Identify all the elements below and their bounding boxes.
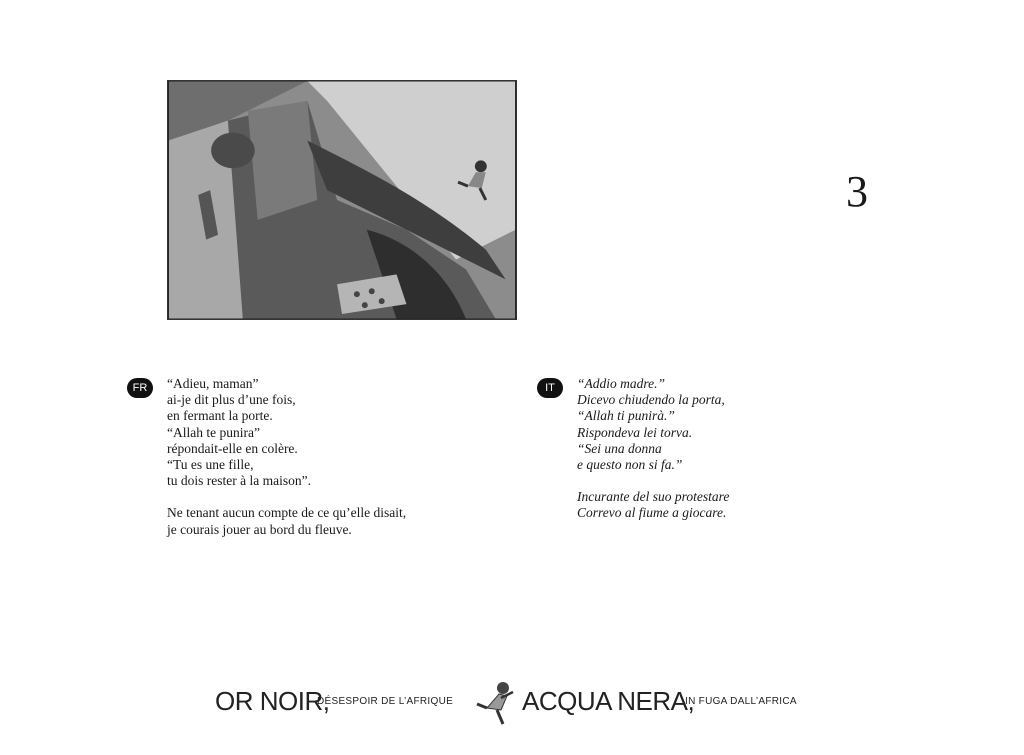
text-line: Incurante del suo protestare [577, 489, 730, 505]
footer-title-it: ACQUA NERA, [522, 686, 695, 716]
running-child-icon [473, 680, 517, 726]
text-line: “Sei una donna [577, 440, 662, 456]
text-line: tu dois rester à la maison”. [167, 473, 311, 489]
language-badge-fr: FR [127, 378, 153, 398]
footer-title [215, 676, 815, 726]
text-line: “Allah ti punirà.” [577, 408, 675, 424]
text-line: e questo non si fa.” [577, 457, 683, 473]
text-line: “Addio madre.” [577, 376, 666, 391]
french-stanza-2 [167, 505, 406, 537]
footer-subtitle-fr: DÉSESPOIR DE L’AFRIQUE [317, 696, 454, 707]
footer-title-fr: OR NOIR, [215, 686, 330, 716]
text-line: “Adieu, maman” [167, 376, 259, 391]
text-line: je courais jouer au bord du fleuve. [167, 521, 352, 537]
french-stanza-1 [167, 376, 406, 489]
page-number: 3 [846, 167, 868, 216]
language-badge-it: IT [537, 378, 563, 398]
illustration-artwork [168, 81, 516, 319]
text-line: “Tu es une fille, [167, 457, 254, 473]
text-line: ai-je dit plus d’une fois, [167, 392, 296, 408]
footer-subtitle-it: IN FUGA DALL’AFRICA [685, 696, 797, 707]
text-line: Correvo al fiume a giocare. [577, 505, 727, 521]
page-illustration [167, 80, 517, 320]
text-line: en fermant la porte. [167, 408, 273, 424]
italian-text [577, 376, 729, 538]
text-line: Rispondeva lei torva. [577, 424, 693, 440]
text-line: “Allah te punira” [167, 424, 260, 440]
text-line: Ne tenant aucun compte de ce qu’elle disait, [167, 505, 407, 521]
french-text [167, 376, 406, 554]
italian-stanza-2 [577, 489, 729, 521]
italian-stanza-1 [577, 376, 729, 473]
text-line: répondait-elle en colère. [167, 440, 298, 456]
text-line: Dicevo chiudendo la porta, [577, 392, 725, 408]
